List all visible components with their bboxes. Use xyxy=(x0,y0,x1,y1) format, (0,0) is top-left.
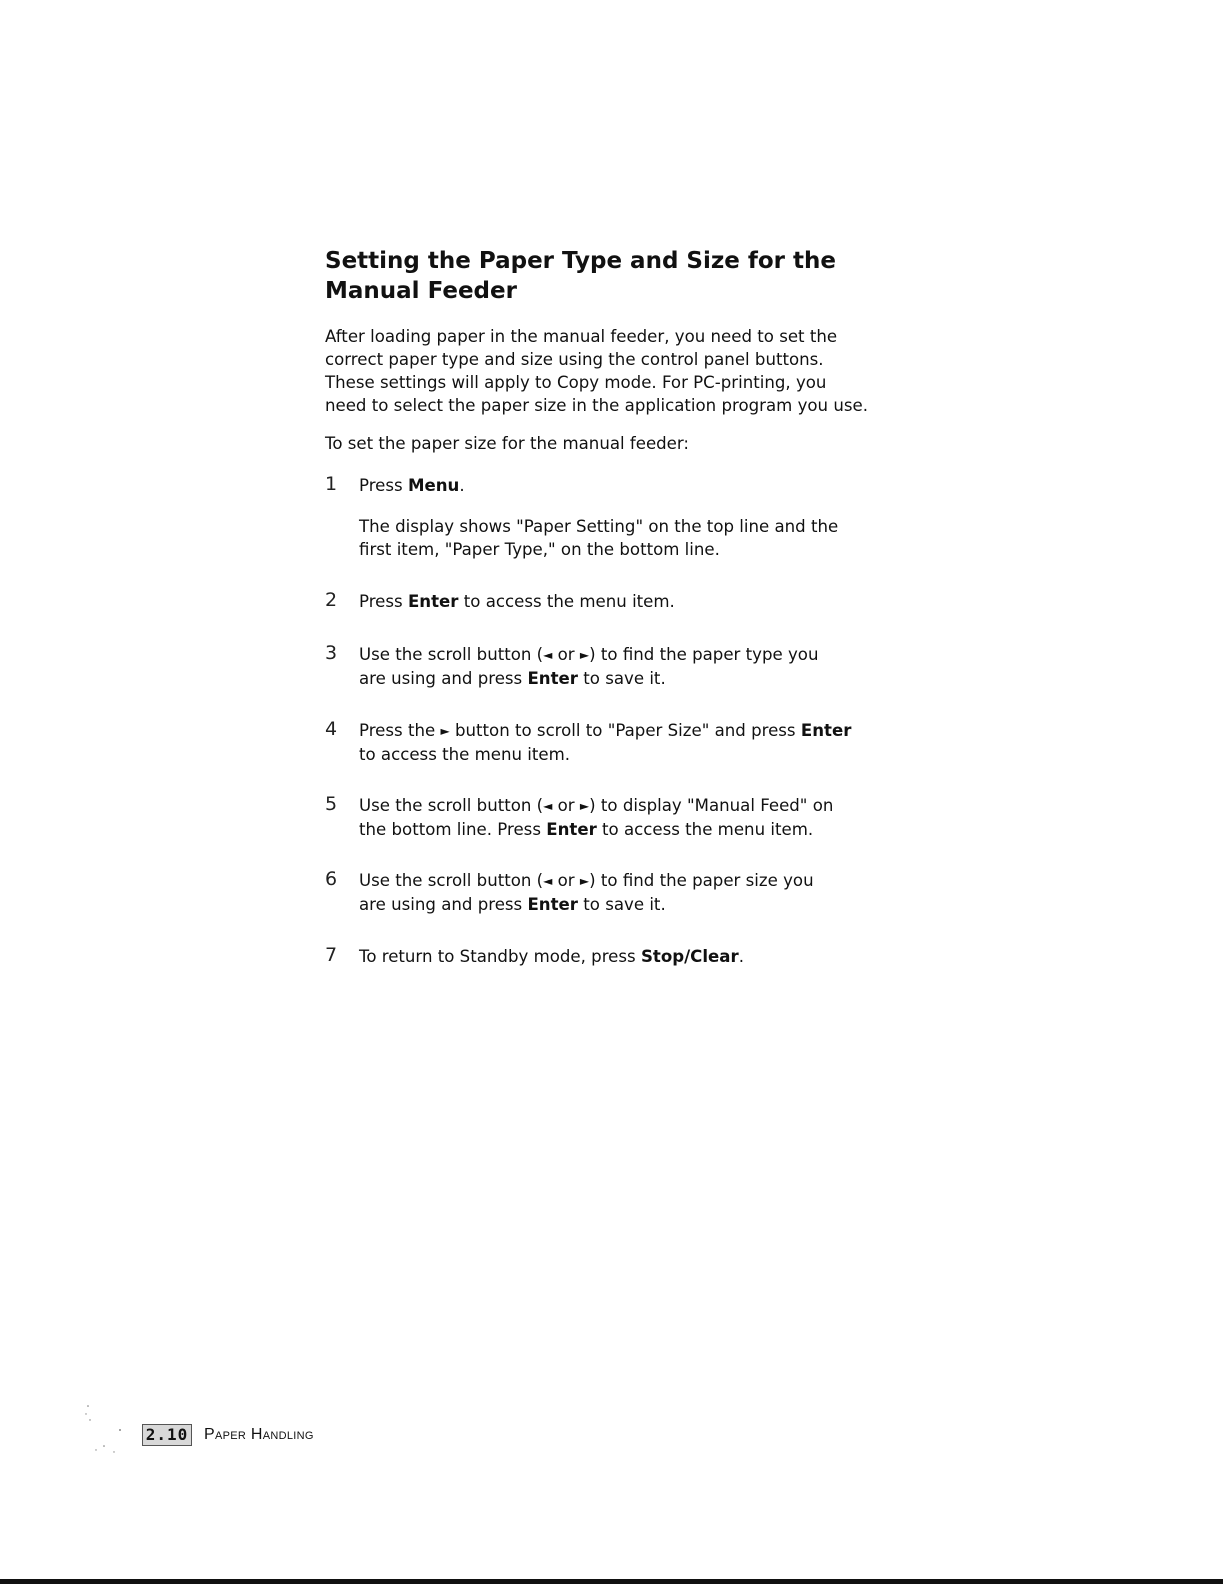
page-bottom-rule xyxy=(0,1579,1223,1584)
key-name: Enter xyxy=(527,669,578,688)
heading-line: Setting the Paper Type and Size for the xyxy=(325,248,836,274)
intro-line: correct paper type and size using the control panel buttons. xyxy=(325,350,824,369)
page-footer xyxy=(74,1400,394,1460)
left-arrow-icon: ◄ xyxy=(543,648,553,662)
right-arrow-icon: ► xyxy=(579,648,590,662)
step-number: 4 xyxy=(325,718,338,740)
intro-line: These settings will apply to Copy mode. For PC-printing, you xyxy=(325,373,827,392)
scan-noise xyxy=(74,1400,134,1460)
section-label: Paper Handling xyxy=(204,1426,314,1443)
key-name: Enter xyxy=(800,721,852,740)
intro-line: After loading paper in the manual feeder, you need to set the xyxy=(325,327,838,346)
key-name: Enter xyxy=(407,592,459,611)
intro-paragraph xyxy=(325,325,905,417)
intro-line: need to select the paper size in the application program you use. xyxy=(325,396,868,415)
key-name: Menu xyxy=(407,476,460,495)
section-heading xyxy=(325,246,945,306)
step-7-text: To return to Standby mode, press Stop/Clear. xyxy=(359,947,744,966)
step-number: 5 xyxy=(325,793,338,815)
right-arrow-icon: ► xyxy=(579,874,590,888)
key-name: Stop/Clear xyxy=(640,947,739,966)
step-number: 2 xyxy=(325,589,338,611)
page-number-badge: 2.10 xyxy=(142,1424,192,1446)
left-arrow-icon: ◄ xyxy=(543,799,553,813)
step-4-text: Press the ► button to scroll to "Paper Size" and press Enter to access the menu item. xyxy=(359,721,852,764)
step-number: 7 xyxy=(325,944,338,966)
right-arrow-icon: ► xyxy=(440,724,450,738)
step-5-text: Use the scroll button (◄ or ►) to display "Manual Feed" on the bottom line. Press Enter to access the menu item. xyxy=(359,796,834,839)
step-1-note: The display shows "Paper Setting" on the top line and the first item, "Paper Type," on the bottom line. xyxy=(359,517,839,559)
step-1-text: Press Menu. xyxy=(359,476,465,495)
step-6-text: Use the scroll button (◄ or ►) to find the paper size you are using and press Enter to save it. xyxy=(359,871,814,914)
step-3-text: Use the scroll button (◄ or ►) to find the paper type you are using and press Enter to save it. xyxy=(359,645,819,688)
procedure-lead: To set the paper size for the manual feeder: xyxy=(325,434,690,453)
key-name: Enter xyxy=(546,820,597,839)
step-number: 6 xyxy=(325,868,338,890)
left-arrow-icon: ◄ xyxy=(543,874,553,888)
step-number: 3 xyxy=(325,642,338,664)
step-number: 1 xyxy=(325,473,338,495)
right-arrow-icon: ► xyxy=(579,799,590,813)
heading-line: Manual Feeder xyxy=(325,278,517,304)
step-2-text: Press Enter to access the menu item. xyxy=(359,592,675,611)
key-name: Enter xyxy=(527,895,578,914)
